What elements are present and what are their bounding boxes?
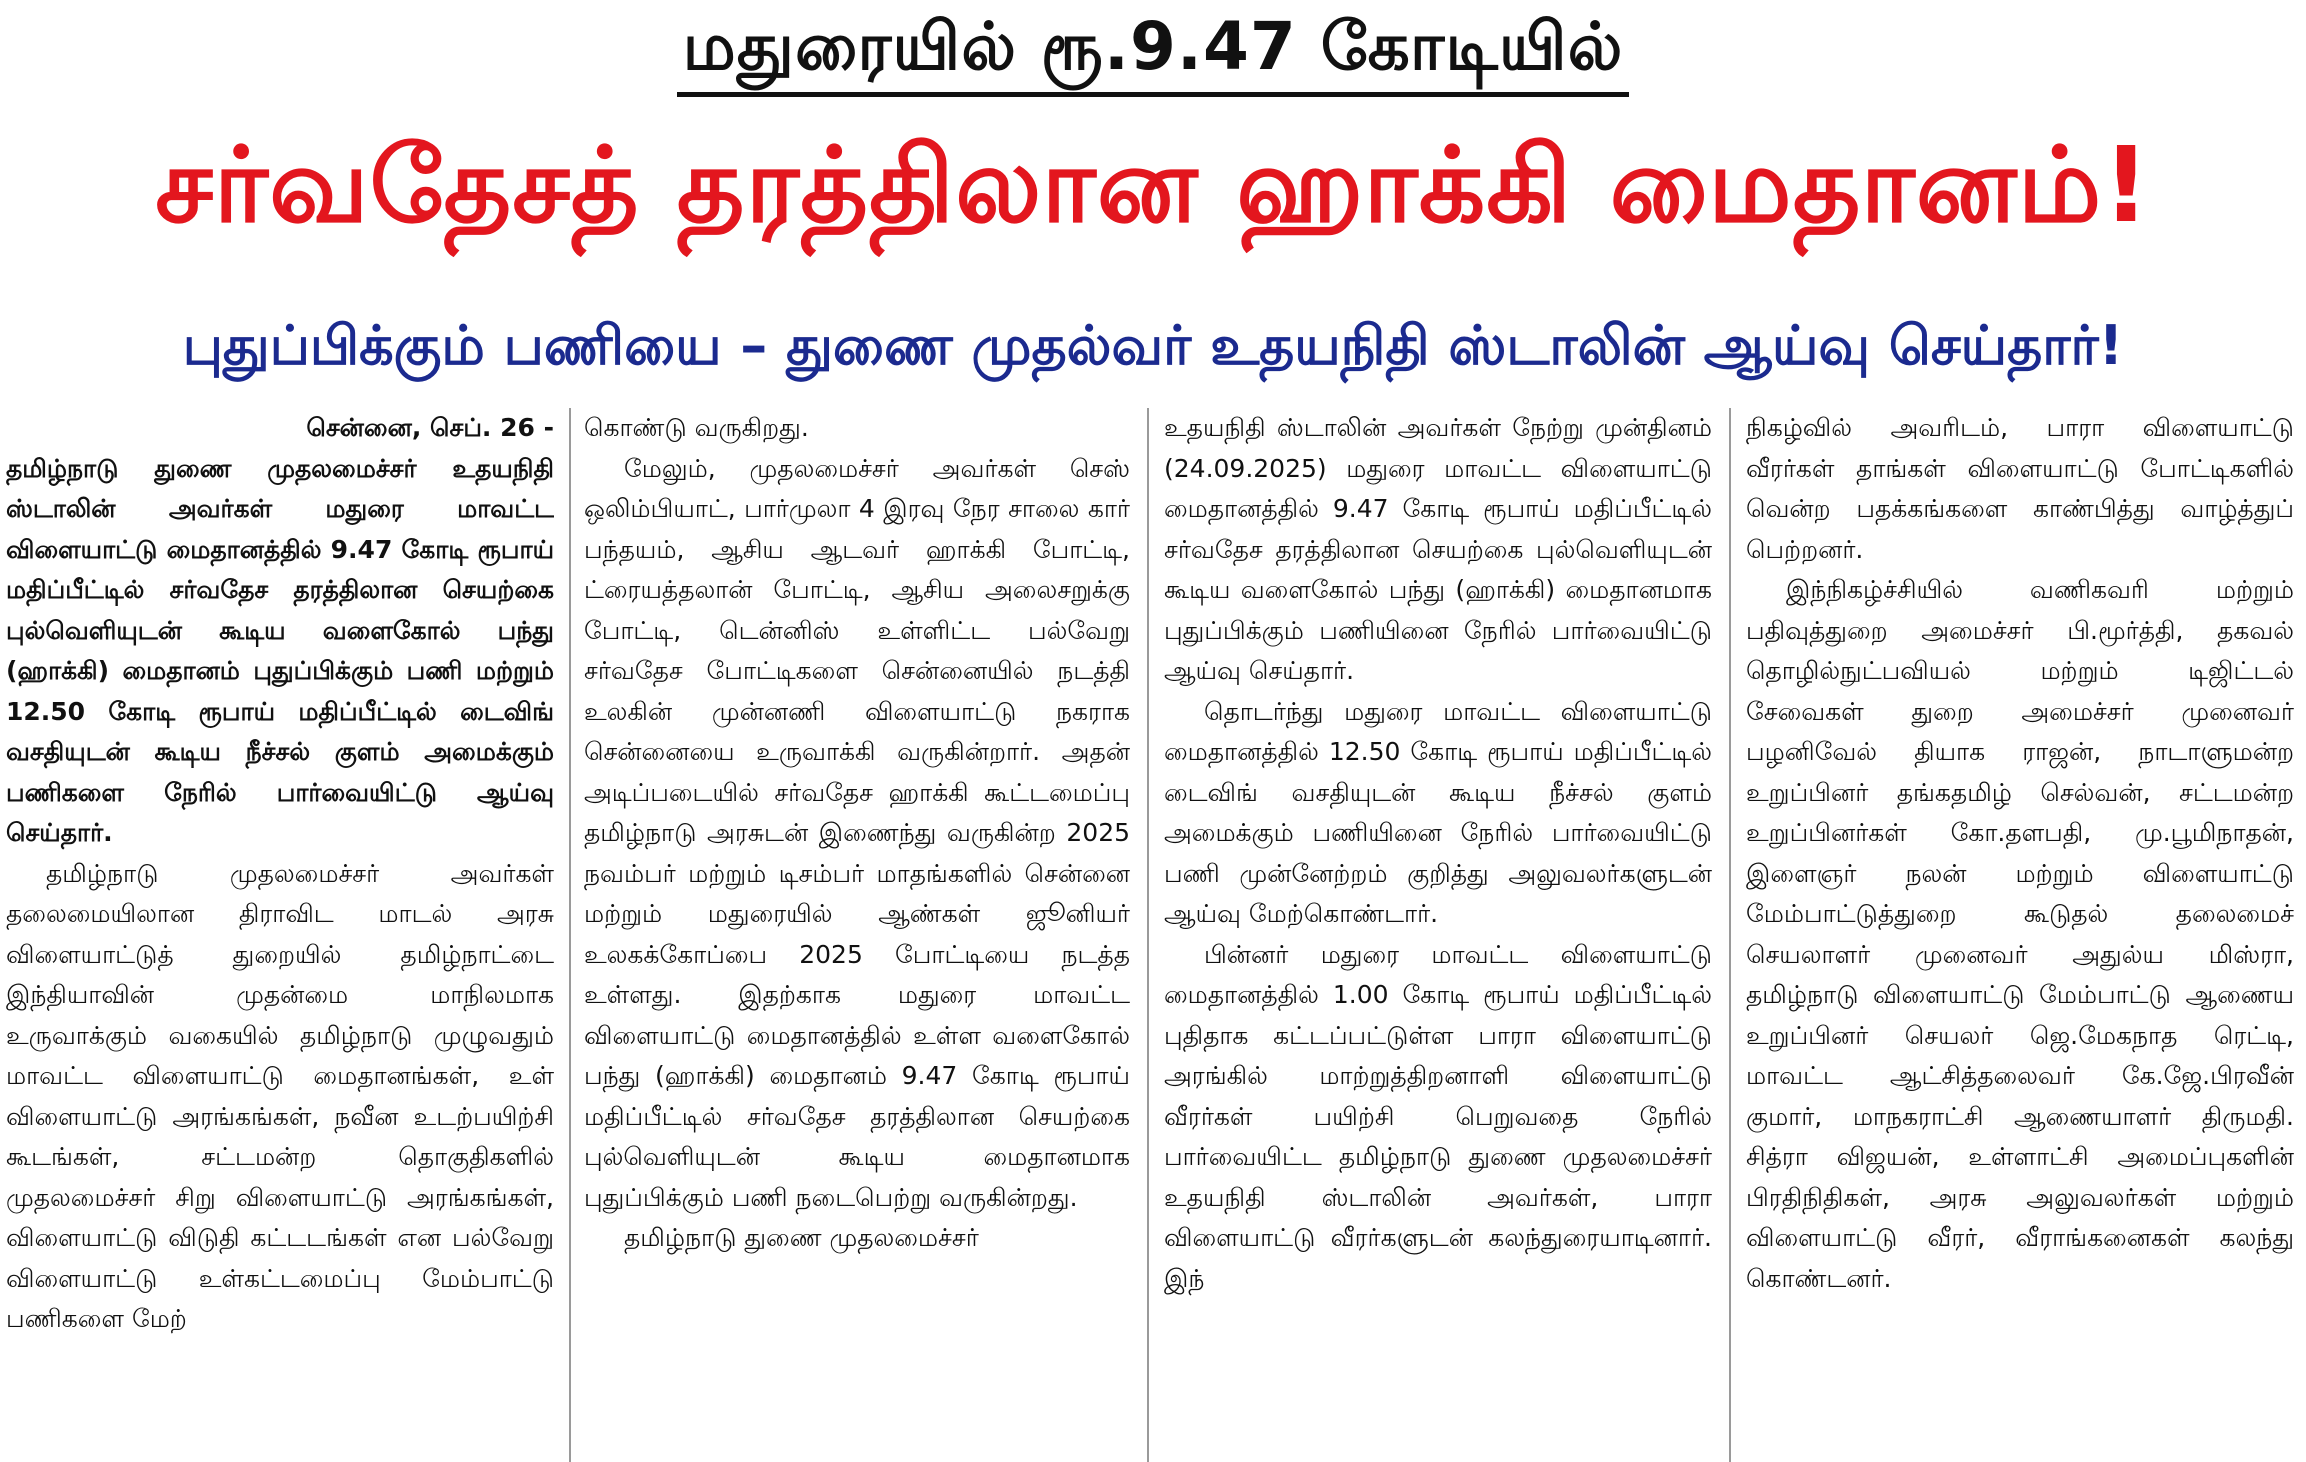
article-column-2 bbox=[584, 408, 1130, 1462]
body-paragraph: தமிழ்நாடு துணை முதலமைச்சர் bbox=[624, 1223, 979, 1252]
kicker-container bbox=[0, 4, 2306, 97]
body-paragraph: கொண்டு வருகிறது. bbox=[584, 413, 809, 442]
body-paragraph: நிகழ்வில் அவரிடம், பாரா விளையாட்டு வீரர்கள் தாங்கள் விளையாட்டு போட்டிகளில் வென்ற பதக்கங்களை காண்பித்து வாழ்த்துப் பெற்றனர். bbox=[1746, 413, 2294, 564]
main-headline: சர்வதேசத் தரத்திலான ஹாக்கி மைதானம்! bbox=[155, 124, 2151, 246]
body-paragraph: தொடர்ந்து மதுரை மாவட்ட விளையாட்டு மைதானத்தில் 12.50 கோடி ரூபாய் மதிப்பீட்டில் டைவிங் வசதியுடன் கூடிய நீச்சல் குளம் அமைக்கும் பணியினை நேரில் பார்வையிட்டு பணி முன்னேற்றம் குறித்து அலுவலர்களுடன் ஆய்வு மேற்கொண்டார். bbox=[1164, 696, 1712, 928]
dateline: சென்னை, செப். 26 - bbox=[306, 413, 554, 442]
column-divider bbox=[1729, 408, 1731, 1462]
article-column-3 bbox=[1164, 408, 1712, 1462]
column-divider bbox=[569, 408, 571, 1462]
article-column-4 bbox=[1746, 408, 2294, 1462]
article-column-1 bbox=[6, 408, 554, 1462]
sub-headline: புதுப்பிக்கும் பணியை – துணை முதல்வர் உதயநிதி ஸ்டாலின் ஆய்வு செய்தார்! bbox=[182, 314, 2124, 377]
body-paragraph: தமிழ்நாடு முதலமைச்சர் அவர்கள் தலைமையிலான திராவிட மாடல் அரசு விளையாட்டுத் துறையில் தமிழ்நாட்டை இந்தியாவின் முதன்மை மாநிலமாக உருவாக்கும் வகையில் தமிழ்நாடு முழுவதும் மாவட்ட விளையாட்டு மைதானங்கள், உள் விளையாட்டு அரங்கங்கள், நவீன உடற்பயிற்சி கூடங்கள், சட்டமன்ற தொகுதிகளில் முதலமைச்சர் சிறு விளையாட்டு அரங்கங்கள், விளையாட்டு விடுதி கட்டடங்கள் என பல்வேறு விளையாட்டு உள்கட்டமைப்பு மேம்பாட்டு பணிகளை மேற் bbox=[6, 858, 554, 1333]
kicker-headline: மதுரையில் ரூ.9.47 கோடியில் bbox=[677, 4, 1630, 97]
lead-paragraph: தமிழ்நாடு துணை முதலமைச்சர் உதயநிதி ஸ்டாலின் அவர்கள் மதுரை மாவட்ட விளையாட்டு மைதானத்தில் 9.47 கோடி ரூபாய் மதிப்பீட்டில் சர்வதேச தரத்திலான செயற்கை புல்வெளியுடன் கூடிய வளைகோல் பந்து (ஹாக்கி) மைதானம் புதுப்பிக்கும் பணி மற்றும் 12.50 கோடி ரூபாய் மதிப்பீட்டில் டைவிங் வசதியுடன் கூடிய நீச்சல் குளம் அமைக்கும் பணிகளை நேரில் பார்வையிட்டு ஆய்வு செய்தார். bbox=[6, 453, 554, 847]
body-paragraph: உதயநிதி ஸ்டாலின் அவர்கள் நேற்று முன்தினம் (24.09.2025) மதுரை மாவட்ட விளையாட்டு மைதானத்தில் 9.47 கோடி ரூபாய் மதிப்பீட்டில் சர்வதேச தரத்திலான செயற்கை புல்வெளியுடன் கூடிய வளைகோல் பந்து (ஹாக்கி) மைதானமாக புதுப்பிக்கும் பணியினை நேரில் பார்வையிட்டு ஆய்வு செய்தார். bbox=[1164, 413, 1712, 685]
body-paragraph: இந்நிகழ்ச்சியில் வணிகவரி மற்றும் பதிவுத்துறை அமைச்சர் பி.மூர்த்தி, தகவல் தொழில்நுட்பவியல் மற்றும் டிஜிட்டல் சேவைகள் துறை அமைச்சர் முனைவர் பழனிவேல் தியாக ராஜன், நாடாளுமன்ற உறுப்பினர் தங்கதமிழ் செல்வன், சட்டமன்ற உறுப்பினர்கள் கோ.தளபதி, மு.பூமிநாதன், இளைஞர் நலன் மற்றும் விளையாட்டு மேம்பாட்டுத்துறை கூடுதல் தலைமைச் செயலாளர் முனைவர் அதுல்ய மிஸ்ரா, தமிழ்நாடு விளையாட்டு மேம்பாட்டு ஆணைய உறுப்பினர் செயலர் ஜெ.மேகநாத ரெட்டி, மாவட்ட ஆட்சித்தலைவர் கே.ஜே.பிரவீன் குமார், மாநகராட்சி ஆணையாளர் திருமதி. சித்ரா விஜயன், உள்ளாட்சி அமைப்புகளின் பிரதிநிதிகள், அரசு அலுவலர்கள் மற்றும் விளையாட்டு வீரர், வீராங்கனைகள் கலந்து கொண்டனர். bbox=[1746, 575, 2294, 1293]
body-paragraph: பின்னர் மதுரை மாவட்ட விளையாட்டு மைதானத்தில் 1.00 கோடி ரூபாய் மதிப்பீட்டில் புதிதாக கட்டப்பட்டுள்ள பாரா விளையாட்டு அரங்கில் மாற்றுத்திறனாளி விளையாட்டு வீரர்கள் பயிற்சி பெறுவதை நேரில் பார்வையிட்ட தமிழ்நாடு துணை முதலமைச்சர் உதயநிதி ஸ்டாலின் அவர்கள், பாரா விளையாட்டு வீரர்களுடன் கலந்துரையாடினார். இந் bbox=[1164, 939, 1712, 1293]
article-body bbox=[0, 408, 2306, 1462]
body-paragraph: மேலும், முதலமைச்சர் அவர்கள் செஸ் ஒலிம்பியாட், பார்முலா 4 இரவு நேர சாலை கார் பந்தயம், ஆசிய ஆடவர் ஹாக்கி போட்டி, ட்ரையத்தலான் போட்டி, ஆசிய அலைசறுக்கு போட்டி, டென்னிஸ் உள்ளிட்ட பல்வேறு சர்வதேச போட்டிகளை சென்னையில் நடத்தி உலகின் முன்னணி விளையாட்டு நகராக சென்னையை உருவாக்கி வருகின்றார். அதன் அடிப்படையில் சர்வதேச ஹாக்கி கூட்டமைப்பு தமிழ்நாடு அரசுடன் இணைந்து வருகின்ற 2025 நவம்பர் மற்றும் டிசம்பர் மாதங்களில் சென்னை மற்றும் மதுரையில் ஆண்கள் ஜூனியர் உலகக்கோப்பை 2025 போட்டியை நடத்த உள்ளது. இதற்காக மதுரை மாவட்ட விளையாட்டு மைதானத்தில் உள்ள வளைகோல் பந்து (ஹாக்கி) மைதானம் 9.47 கோடி ரூபாய் மதிப்பீட்டில் சர்வதேச தரத்திலான செயற்கை புல்வெளியுடன் கூடிய மைதானமாக புதுப்பிக்கும் பணி நடைபெற்று வருகின்றது. bbox=[584, 453, 1130, 1212]
column-divider bbox=[1147, 408, 1149, 1462]
